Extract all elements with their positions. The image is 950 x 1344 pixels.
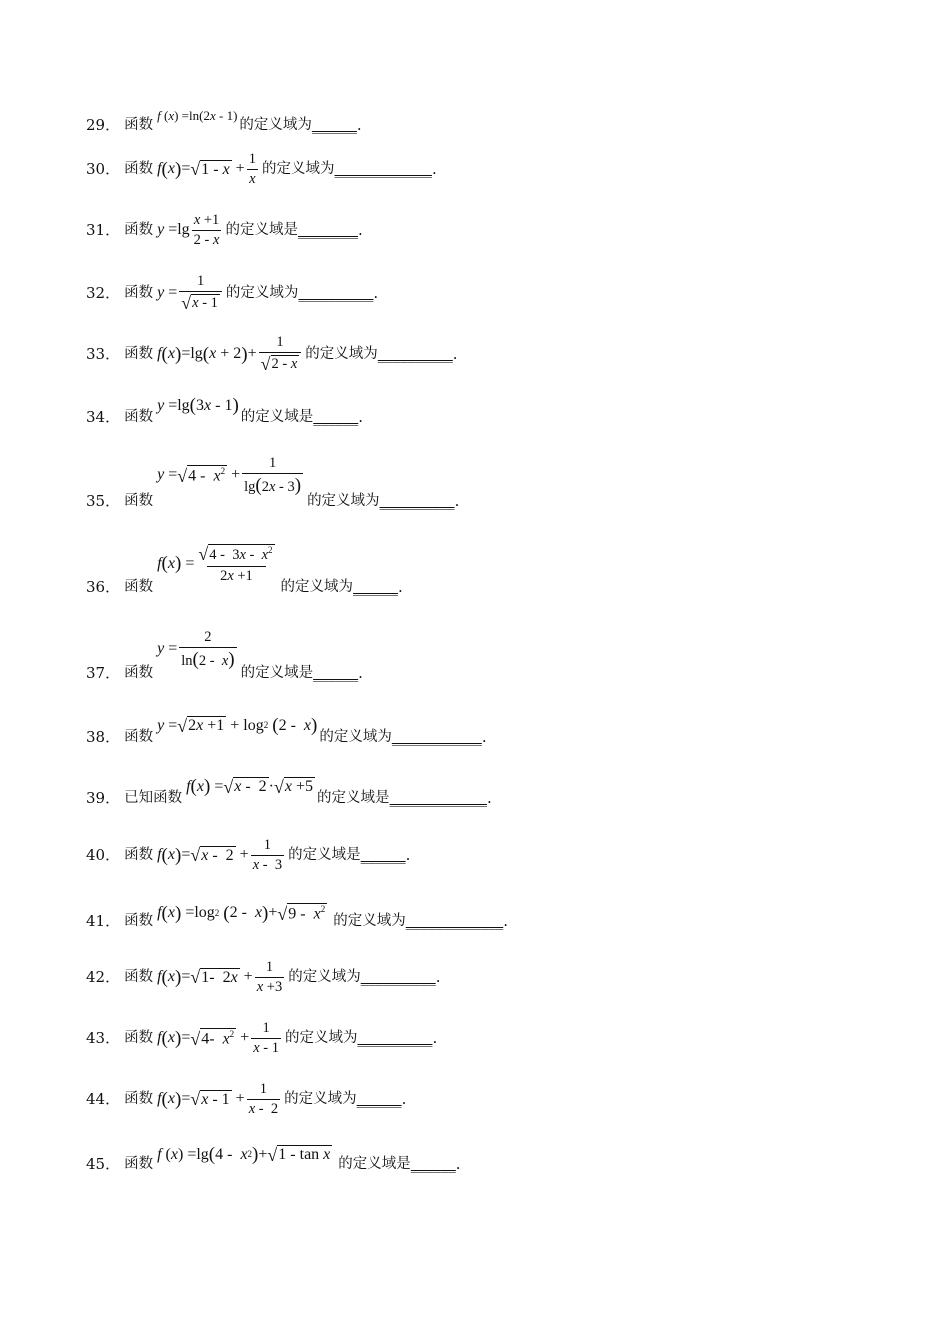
question-31 [86, 213, 363, 247]
question-prefix: 函数 [124, 968, 154, 985]
question-number: 43． [86, 1028, 121, 1047]
question-prefix: 函数 [124, 846, 154, 863]
period: . [454, 491, 460, 510]
answer-blank[interactable]: _____________ [405, 911, 504, 930]
formula: y = 1 √ x - 1 [157, 274, 224, 312]
answer-blank[interactable]: ______ [313, 408, 359, 426]
question-40 [86, 838, 410, 872]
answer-blank[interactable]: ______ [360, 845, 406, 864]
question-prefix: 函数 [124, 579, 154, 596]
answer-blank[interactable]: _____________ [389, 789, 488, 807]
question-prefix: 函数 [124, 912, 154, 929]
period: . [452, 344, 458, 363]
question-prefix: 函数 [124, 221, 154, 238]
question-suffix: 的定义域为 [333, 912, 406, 929]
formula: f ( x ) = √ x - 1 + $\frac{1}{x - 2}$ [157, 1081, 279, 1117]
question-32 [86, 274, 378, 312]
question-prefix: 函数 [124, 345, 154, 362]
period: . [398, 578, 403, 597]
answer-blank[interactable]: ______ [356, 1089, 402, 1108]
answer-blank[interactable]: __________ [298, 283, 374, 302]
question-30 [86, 152, 437, 186]
question-number: 31． [86, 220, 121, 239]
question-44 [86, 1082, 406, 1116]
period: . [481, 728, 487, 746]
period: . [455, 1155, 461, 1173]
formula: f ( x ) =log 2 ( 2 - x ) + √ $9 - x^2$ [157, 902, 326, 925]
question-suffix: 的定义域是 [317, 790, 390, 807]
period: . [431, 159, 437, 178]
question-suffix: 的定义域为 [319, 729, 392, 746]
question-suffix: 的定义域为 [284, 1090, 357, 1107]
question-suffix: 的定义域为 [261, 160, 335, 177]
formula: y = √ $4 - x^2$ + $\frac{1}{\lg(2x - 3)}$ [157, 455, 302, 496]
question-number: 30． [86, 159, 121, 178]
question-suffix: 的定义域是 [240, 665, 314, 681]
answer-blank[interactable]: ________ [297, 220, 358, 239]
question-suffix: 的定义域是 [288, 846, 361, 863]
answer-blank[interactable]: ______ [311, 116, 357, 134]
question-number: 37． [86, 663, 121, 682]
question-number: 38． [86, 728, 121, 746]
question-suffix: 的定义域为 [280, 579, 354, 596]
period: . [373, 283, 379, 302]
question-35 [86, 455, 460, 510]
question-prefix: 函数 [124, 284, 154, 301]
period: . [401, 1089, 407, 1108]
question-38 [86, 715, 487, 747]
answer-blank[interactable]: ____________ [391, 728, 482, 746]
question-42 [86, 960, 440, 994]
question-number: 34． [86, 408, 121, 426]
question-number: 45． [86, 1155, 121, 1173]
period: . [358, 408, 364, 426]
question-41 [86, 902, 509, 930]
answer-blank[interactable]: __________ [379, 491, 455, 510]
question-43 [86, 1021, 437, 1055]
question-prefix: 函数 [124, 493, 154, 509]
question-suffix: 的定义域为 [305, 345, 378, 362]
answer-blank[interactable]: __________ [357, 1028, 433, 1047]
formula: f ( x ) = √ 1- 2x + $\frac{1}{x +3}$ [157, 959, 283, 995]
answer-blank[interactable]: __________ [360, 967, 436, 986]
formula: f ( x ) =ln(2 x - 1) [157, 108, 238, 123]
question-number: 32． [86, 283, 121, 302]
question-29 [86, 108, 362, 134]
question-37 [86, 629, 363, 682]
period: . [432, 1028, 438, 1047]
answer-blank[interactable]: __________ [377, 344, 453, 363]
formula: y =lg $\frac{x +1}{2 - x}$ [157, 212, 220, 248]
period: . [356, 116, 362, 134]
question-suffix: 的定义域为 [225, 284, 299, 301]
period: . [503, 911, 509, 930]
question-suffix: 的定义域是 [240, 409, 314, 426]
formula: f ( x ) = √ 4- $x^2$ + $\frac{1}{x - 1}$ [157, 1020, 279, 1056]
formula: f ( x ) =lg ( 4 - x 2 ) + √ 1 - tan x [157, 1144, 331, 1165]
question-suffix: 的定义域是 [225, 221, 298, 238]
question-number: 35． [86, 491, 121, 510]
question-number: 41． [86, 911, 121, 930]
question-number: 40． [86, 845, 121, 864]
question-36 [86, 544, 403, 597]
question-prefix: 已知函数 [124, 790, 183, 807]
answer-blank[interactable]: ______ [410, 1155, 456, 1173]
period: . [405, 845, 411, 864]
formula: y = √ 2x +1 + log 2 ( 2 - x ) [157, 715, 318, 736]
period: . [435, 967, 441, 986]
question-prefix: 函数 [124, 409, 154, 426]
question-prefix: 函数 [124, 1090, 154, 1107]
answer-blank[interactable]: ______ [353, 578, 399, 597]
formula: f ( x ) =lg ( x + 2 ) + 1 √ 2 - x [157, 335, 303, 373]
question-number: 29． [86, 116, 121, 134]
question-number: 42． [86, 967, 121, 986]
question-prefix: 函数 [124, 1029, 154, 1046]
question-prefix: 函数 [124, 160, 154, 177]
question-suffix: 的定义域为 [307, 493, 380, 509]
question-number: 44． [86, 1089, 121, 1108]
answer-blank[interactable]: ______ [313, 663, 359, 682]
period: . [358, 663, 363, 682]
formula: y =lg ( 3 x - 1 ) [157, 395, 239, 416]
formula: f ( x ) = √ x - 2 · √ x +5 [186, 776, 314, 797]
formula: f ( x ) = √ 1 - x + $\frac{1}{x}$ [157, 151, 256, 187]
question-number: 33． [86, 344, 121, 363]
question-prefix: 函数 [124, 729, 154, 746]
formula: f ( x ) = √ $4 - 3x - x^2$ 2x +1 [157, 544, 273, 584]
question-suffix: 的定义域是 [338, 1156, 411, 1173]
question-34 [86, 395, 364, 427]
formula: y = $\frac{2}{\ln(2 - x)}$ [157, 629, 235, 670]
period: . [357, 220, 363, 239]
answer-blank[interactable]: _____________ [334, 159, 432, 178]
question-45 [86, 1144, 461, 1173]
question-number: 39． [86, 789, 121, 807]
question-prefix: 函数 [124, 117, 154, 134]
question-33 [86, 335, 458, 373]
question-suffix: 的定义域为 [284, 1029, 358, 1046]
question-number: 36． [86, 578, 121, 597]
question-suffix: 的定义域为 [288, 968, 361, 985]
question-suffix: 的定义域为 [239, 117, 312, 134]
formula: f ( x ) = √ x - 2 + $\frac{1}{x - 3}$ [157, 837, 283, 873]
period: . [487, 789, 492, 807]
question-prefix: 函数 [124, 665, 154, 681]
question-39 [86, 776, 492, 808]
question-prefix: 函数 [124, 1156, 154, 1173]
